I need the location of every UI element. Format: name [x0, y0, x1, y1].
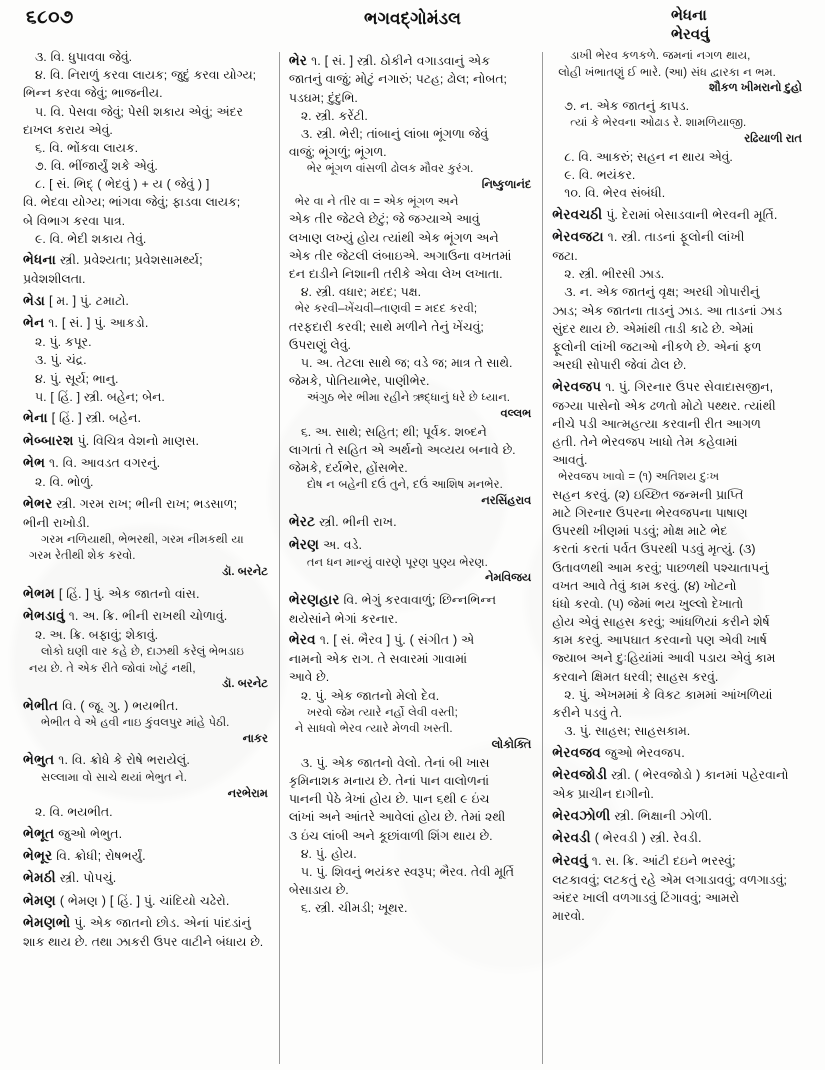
citation-attribution: ડૉ. બરનેટ [222, 566, 268, 579]
sense-line: ૬. અ. સાથે; સહિત; થી; પૂર્વક. શબ્દને [300, 424, 487, 439]
headword: ભેરવડી [552, 830, 591, 846]
definition-continuation-line: મારવો. [552, 908, 585, 923]
quotation-line: ડાખી ભેરવ કળકળે. જમનાં નગળ થાય, [570, 50, 751, 62]
sense-line: ૯. વિ. ભયંકર. [564, 167, 636, 182]
quotation-line: ભેર વા ને તીર વા = એક ભૂંગળ અને [294, 195, 459, 208]
definition-continuation-line: પડઘમ; દુંદુભિ. [288, 90, 358, 105]
headword: ભેરણહાર [288, 591, 340, 607]
quotation-line: નય છે. તે એક રીતે જોવાં ખોટું નથી, [29, 662, 196, 675]
definition-text: સ્ત્રી. પોપચું. [55, 871, 117, 886]
quotation-line: સલ્લામા વો સાચે થયાં ભેભુત ને. [41, 772, 187, 785]
quotation-line: ખરવો જેમ ત્યારે નર્હો લેવી વસ્તી; [306, 706, 458, 719]
column-1 [14, 48, 279, 1066]
dictionary-entry-headword-line [23, 584, 270, 604]
dictionary-entry-headword-line [552, 806, 804, 826]
definition-continuation-line: જટા. [552, 249, 578, 264]
sense-line: ૨. સ્ત્રી. કરેંટી. [300, 108, 368, 123]
headword: ભેમણ [23, 892, 56, 908]
dictionary-entry-headword-line [552, 205, 804, 225]
headword: ભેધના [23, 252, 57, 268]
quotation-line: ને સાધવો ભેરવ ત્યારે મેળવી ખસ્તી. [294, 723, 453, 736]
definition-continuation-line: બે વિભાગ કરવા પાત્ર. [23, 213, 126, 228]
definition-continuation-line: જ્યાબ અને દુઃહિયાંમાં આવી પડાય એવું કામ [552, 651, 776, 666]
definition-text: પું. દેરામાં બેસાડવાની ભેરવની મૂર્તિ. [602, 207, 778, 222]
definition-continuation-line: ધંધો કરવો. (૫) જેમાં ભય ખુલ્લો દેખાતો [552, 596, 744, 611]
definition-continuation-line: જગ્યા પાસેનો એક ઢળતો મોટો પથ્થર. ત્યાંથી [552, 398, 776, 413]
definition-text: [ હિં. ] પું. એક જાતનો વાંસ. [54, 586, 200, 601]
sense-line: ૧૦. વિ. ભેરવ સંબંધી. [564, 186, 666, 201]
definition-text: વિ. ( જૂ. ગુ. ) ભયભીત. [58, 698, 179, 713]
definition-text: અ. વડે. [319, 537, 363, 552]
running-head-guidewords [671, 6, 801, 44]
quotation-line: લોહી ખંભાતણું ઈ ભારે. (આ) સંધ દ્વારકા ન ભમ. [558, 66, 776, 79]
headword: ભેરવચઠી [552, 206, 603, 222]
dictionary-entry-headword-line [552, 765, 804, 785]
headword: ભેભૂત [23, 825, 55, 841]
definition-continuation-line: ૩ ઇંચ લાંબી અને કૂછાંવાળી શિંગ થાય છે. [288, 828, 493, 843]
dictionary-entry-headword-line [23, 494, 270, 514]
definition-continuation-line: આવે છે. [288, 670, 330, 685]
definition-continuation-line: કરીને પડવું તે. [552, 705, 623, 720]
definition-text: ( ભેમણ ) [ હિં. ] પું. ચાંદિયો ચઢેરો. [55, 893, 230, 908]
guideword-last: ભેરવવું [671, 26, 710, 44]
definition-continuation-line: સુંદર થાય છે. એમાંથી તાડી કાઢે છે. એમાં [552, 321, 754, 336]
headword: ભેભમ [23, 585, 55, 601]
definition-continuation-line: એક તીર જેટલી લંબાઇએ. અગાઉના વખતમાં [288, 248, 512, 263]
definition-text: ૧. અ. ક્રિ. ભીની રાખથી ચોળાવું. [64, 608, 228, 623]
headword: ભેભડાવું [23, 607, 65, 623]
headword: ભેરવજોડી [552, 767, 608, 783]
dictionary-entry-headword-line [289, 590, 533, 610]
headword: ભેરવજપ [552, 378, 602, 394]
headword: ભેરવજવ [552, 744, 601, 760]
sense-line: ૩. પું. સાહસ; સાહસકામ. [564, 724, 691, 739]
definition-continuation-line: અરધી સોપારી જેવાં ઢોલ છે. [552, 358, 687, 373]
definition-text: જુઓ ભેભુત. [54, 826, 123, 841]
quotation-line: લોકો ઘણી વાર કહે છે, દાઝથી કરેલું ભેભડાઇ [41, 645, 244, 658]
sense-line: ૨. સ્ત્રી. ભીરસી ઝાડ. [564, 267, 665, 282]
quotation-line: ભેભીત વે એ હવી નાઇ કુંવલપુર માંહે પેઠી. [41, 717, 230, 730]
column-3 [543, 48, 813, 1066]
dictionary-entry-headword-line [23, 250, 270, 270]
headword: ભેભર [23, 495, 53, 511]
sense-line: ૮. વિ. આકરું; સહન ન થાય એવું. [564, 149, 733, 164]
definition-text: સ્ત્રી. પ્રવેશ્યતા; પ્રવેશસામર્થ્ય; [56, 253, 203, 268]
sense-line: ૫. [ હિં. ] સ્ત્રી. બહેન; બેન. [35, 389, 165, 404]
definition-text: [ મ. ] પું. ટમાટો. [45, 293, 129, 308]
sense-line: ૩. ન. એક જાતનું વૃક્ષ; અરધી ગોપારીનું [564, 285, 760, 300]
definition-text: સ્ત્રી. ભિક્ષાની ઝોળી. [610, 808, 712, 823]
sense-line: ૬. વિ. ભોંકવા લાયક. [35, 140, 139, 155]
sense-line: ૩. પું. ચંદ્ર. [35, 353, 87, 368]
definition-continuation-line: પાનની પેઠે ત્રેખાં હોય છે. પાન ૬થી ૯ ઇંચ [288, 792, 490, 807]
headword: ભેરવઝોળી [552, 807, 611, 823]
citation-attribution: નરભેરામ [227, 787, 268, 800]
headword: ભેરટ [288, 514, 316, 530]
sense-line: ૫. પું. શિવનું ભયંકર સ્વરૂપ; ભૈરવ. તેવી મૂર્તિ [300, 864, 514, 879]
definition-continuation-line: આવતું. [552, 453, 588, 468]
quotation-line: ભેર ભૂંગળ વાંસળી ઢોલક મૌવર કુરંગ. [306, 163, 474, 176]
sense-line: ૪. પું. સૂર્ય; ભાનુ. [35, 371, 119, 386]
dictionary-entry-headword-line [23, 453, 270, 473]
headword: ભેબ્બારશ [23, 432, 74, 448]
definition-continuation-line: નીચે પડી આત્મહત્યા કરવાની રીત આગળ [552, 416, 761, 431]
dictionary-entry-headword-line [23, 750, 270, 770]
definition-continuation-line: કૃમિનાશક મનાય છે. તેનાં પાન વાલોળનાં [288, 774, 490, 789]
dictionary-entry-headword-line [552, 743, 804, 763]
headword: ભેડા [23, 292, 46, 308]
definition-continuation-line: ઝાડ; એક જાતના તાડનું ઝાડ. આ તાડનાં ઝાડ [552, 303, 783, 318]
sense-line: ૭. ન. એક જાતનું કાપડ. [564, 99, 690, 114]
citation-attribution: નિષ્કુળાનંદ [481, 178, 532, 191]
dictionary-entry-headword-line [23, 824, 270, 844]
quotation-line: તન ધન માન્યું વારણે પૂરણ પુણ્ય ભેરણ. [306, 556, 488, 569]
sense-line: ૨. અ. ક્રિ. બફાવું; શેકાવું. [35, 627, 159, 642]
definition-text: ૧. [ સં. ] પું. આકડો. [44, 316, 149, 331]
definition-continuation-line: બેસાડાય છે. [288, 883, 349, 898]
definition-text: ૧. સ. ક્રિ. આંટી દઇને ભરસ્વું; [587, 853, 736, 868]
definition-text: ૧. પું. ગિરનાર ઉપર સેવાદાસજીન, [601, 379, 774, 394]
definition-continuation-line: જેમકે, દર્યભેર, હોંસભેર. [288, 461, 408, 476]
citation-attribution: લોકોક્તિ [491, 738, 532, 751]
definition-continuation-line: નામનો એક રાગ. તે સવારમાં ગાવામાં [288, 652, 467, 667]
citation-attribution: નાકર [242, 733, 268, 745]
dictionary-entry-headword-line [23, 868, 270, 888]
quotation-line: ત્યાં કે ભેરવના ઓઢાડ રે. શામળિયાજી. [570, 117, 747, 130]
dictionary-entry-headword-line [552, 828, 804, 848]
headword: ભેના [23, 410, 48, 426]
citation-attribution: નરસિંહરાવ [481, 495, 532, 507]
dictionary-entry-headword-line [289, 630, 533, 650]
definition-text: ૧. વિ. ક્રોધે કે રોષે ભરાયેલું. [54, 753, 190, 768]
citation-attribution: વલ્લભ [500, 407, 532, 420]
definition-continuation-line: ઉપરાણું લેવું. [288, 337, 351, 352]
definition-continuation-line: તરફદારી કરવી; સાથે મળીને તેનું ખેંચવું; [288, 319, 484, 334]
definition-continuation-line: હોય એવું સાહસ કરવું; આંધળિયાં કરીને શેર્ષ [552, 615, 770, 630]
sense-line: ૨. વિ. ભયભીત. [35, 804, 113, 819]
definition-text: ૧. સ્ત્રી. તાડનાં ફૂલોની લાંખી [603, 230, 745, 245]
dictionary-entry-headword-line [23, 291, 270, 311]
sense-line: ૮. [ સં. ભિદ્ ( ભેદવું ) + ય ( જેવું ) ] [35, 177, 210, 192]
quotation-line: ભેર કરવી–ખેંચવી–તાણવી = મદદ કરવી; [294, 303, 478, 316]
definition-continuation-line: ભીની રાખોડી. [23, 515, 90, 530]
definition-continuation-line: પ્રવેશશીલતા. [23, 272, 86, 287]
headword: ભેન [23, 315, 45, 331]
sense-line: ૭. વિ. ભીંજાર્યું શકે એવું. [35, 159, 158, 174]
headword: ભેભીત [23, 697, 59, 713]
definition-continuation-line: કામ કરવું. આપઘાત કરવાનો પણ એવી ખાર્ષ [552, 633, 767, 648]
sense-line: ૩. પું. એક જાતનો વેલો. તેનાં બી ખાસ [300, 755, 490, 770]
definition-continuation-line: ઉપરથી ખીણમાં પડવું; મોક્ષ માટે ભેદ [552, 524, 728, 539]
definition-continuation-line: ઉતાવળથી આમ કરવું; પાછળથી પશ્ચાતાપનું [552, 560, 769, 575]
quotation-line: દોષ ન બહેની દઉં તુને, દઉં આશિષ મનભેર. [306, 479, 503, 492]
definition-continuation-line: એક તીર જેટલે છેટું; જે જગ્યાએ આવું [288, 212, 480, 227]
dictionary-entry-headword-line [552, 227, 804, 247]
definition-text: ૧. વિ. આવડત વગરનું. [45, 456, 161, 471]
dictionary-entry-headword-line [23, 696, 270, 716]
sense-line: ૨. પું. એખમમાં કે વિકટ કામમાં આંખળિયાં [564, 687, 773, 702]
definition-continuation-line: વિ. ભેદવા યોગ્ય; ભાંગવા જેવું; ફાડવા લાયક; [23, 195, 241, 210]
definition-continuation-line: લટકાવવું; લટકતું રહે એમ લગાડાવવું; વળગાડવું; [552, 872, 787, 887]
definition-text: પું. વિચિત્ર વેશનો માણસ. [73, 433, 200, 448]
column-container [14, 48, 813, 1066]
definition-continuation-line: દન દાડીને નિશાની તરીકે એવા લેખ લખાતા. [288, 266, 503, 281]
definition-continuation-line: વખત આવે તેવું કામ કરવું. (૪) ખોટનો [552, 578, 737, 593]
headword: ભેરણ [288, 536, 320, 552]
definition-text: ૧. [ સં. ] સ્ત્રી. ઠોકીને વગાડવાનું એક [307, 53, 491, 68]
definition-continuation-line: કરતાં કરતાં પર્વત ઉપરથી પડવું મૃત્યું. (૩) [552, 542, 756, 557]
dictionary-entry-headword-line [23, 313, 270, 333]
dictionary-entry-headword-line [552, 851, 804, 871]
definition-continuation-line: દાખલ કરાય એવું. [23, 122, 113, 137]
guideword-first: ભેધના [671, 7, 707, 24]
dictionary-entry-headword-line [289, 512, 533, 532]
definition-text: પું. એક જાતનો છોડ. એનાં પાંદડાંનું [70, 916, 251, 931]
dictionary-entry-headword-line [23, 431, 270, 451]
sense-line: ૨. પું. કપૂર. [35, 335, 92, 350]
headword: ભેરવવું [552, 852, 588, 868]
definition-continuation-line: એક પ્રાચીન દાગીનો. [552, 787, 654, 802]
citation-attribution: રઢિયાળી રાત [744, 132, 802, 145]
dictionary-entry-headword-line [289, 51, 533, 71]
definition-continuation-line: ફૂલોની લાંખી જટાઓ નીકળે છે. એનાં ફળ [552, 339, 762, 354]
quotation-line: ભેરવજપ ખાવો = (૧) અતિશય દુઃખ [558, 471, 720, 484]
quotation-line: અંગુઠ ભેર ભીમા રહીને ઋદ્ધાનું ધરે છે ધ્યાન. [306, 392, 510, 405]
definition-continuation-line: જાતનું વાજું; મોટું નગારું; પટહ; ઢોલ; નોબત; [288, 72, 507, 87]
sense-line: ૪. સ્ત્રી. વધાર; મદદ; પક્ષ. [300, 285, 422, 300]
definition-text: સ્ત્રી. ભીની રાખ. [315, 515, 397, 530]
headword: ભેમઠી [23, 870, 56, 886]
headword: ભેમણભો [23, 915, 71, 931]
sense-line: ૨. વિ. ભોળું. [35, 475, 94, 490]
sense-line: ૨. પું. એક જાતનો મેલો દેવ. [300, 688, 440, 703]
dictionary-entry-headword-line [23, 913, 270, 933]
headword: ભેરવજટા [552, 229, 604, 245]
definition-continuation-line: શાક થાય છે. તથા ઝાકરી ઉપર વાટીને બંધાય છે. [23, 935, 264, 950]
sense-line: ૩. વિ. ધુપાવવા જેવું. [35, 50, 133, 64]
citation-attribution: નેમવિજય [484, 572, 532, 585]
headword: ભેભુત [23, 752, 55, 768]
headword: ભેર [288, 52, 308, 68]
dictionary-entry-headword-line [289, 535, 533, 555]
quotation-line: ગરમ રેતીથી શેક કરવો. [29, 550, 136, 563]
sense-line: ૫. વિ. પેસવા જેવું; પેસી શકાય એવું; અંદર [35, 104, 243, 119]
definition-text: વિ. ભેગું કરવાવાળું; છિન્નભિન્ન [339, 592, 497, 607]
running-head [0, 0, 825, 52]
sense-line: ૬. સ્ત્રી. ચીમડી; ખૂથર. [300, 901, 408, 916]
citation-attribution: શૌકળ ખીમરાનો દુહો [709, 82, 802, 95]
dictionary-entry-headword-line [23, 891, 270, 911]
sense-line: ૫. અ. તેટલા સાથે જ; વડે જ; માત્ર તે સાથે. [300, 356, 513, 371]
page-folio-number: ૬૮૦૭ [26, 7, 74, 28]
book-title: ભગવદ્ગોમંડલ [364, 9, 461, 28]
citation-attribution: ડૉ. બરનેટ [222, 678, 268, 691]
dictionary-entry-headword-line [23, 606, 270, 626]
sense-line: ૪. પું. હોય. [300, 846, 357, 861]
headword: ભેભૂર [23, 847, 53, 863]
sense-line: ૪. વિ. નિરાળું કરવા લાયક; જુદું કરવા યોગ્ય; [35, 68, 257, 83]
definition-continuation-line: લાગતાં તે સહિત એ અર્થનો અવ્યય બનાવે છે. [288, 443, 516, 458]
sense-line: ૩. સ્ત્રી. ભેરી; તાંબાનું લાંબા ભૂંગળા જેવું [300, 126, 489, 141]
definition-continuation-line: લખાણ લખ્યું હોય ત્યાંથી એક ભૂંગળ અને [288, 230, 499, 245]
headword: ભેરવ [288, 632, 316, 648]
definition-text: [ હિં. ] સ્ત્રી. બહેન. [47, 411, 141, 426]
definition-text: ( ભેરવડી ) સ્ત્રી. રેવડી. [590, 831, 702, 846]
definition-continuation-line: સહન કરવું. (૨) ઇચ્છિત જન્મની પ્રાપ્તિ [552, 487, 744, 502]
column-2 [280, 48, 542, 1066]
dictionary-entry-headword-line [23, 846, 270, 866]
definition-continuation-line: વાજું; ભૂંગળું; ભૂંગળ. [288, 145, 387, 160]
sense-line: ૯. વિ. ભેદી શકાય તેવું. [35, 231, 147, 246]
definition-text: ૧. [ સં. ભૈરવ ] પું. ( સંગીત ) એ [315, 633, 475, 648]
definition-continuation-line: લાંખાં અને આંતરે આવેલાં હોય છે. તેમાં ૨થી [288, 810, 506, 825]
definition-text: સ્ત્રી. ( ભેરવજોડો ) કાનમાં પહેરવાનો [607, 768, 789, 783]
definition-continuation-line: જેમકે, પોતિયાભેર, પાણીભેર. [288, 374, 430, 389]
headword: ભેભ [23, 455, 46, 471]
definition-text: વિ. ક્રોધી; રોષભર્યું. [52, 848, 146, 863]
definition-text: જુઓ ભેરવજપ. [600, 745, 685, 760]
dictionary-entry-headword-line [23, 408, 270, 428]
quotation-line: ગરમ નળિયાથી, ભેભરથી, ગરમ નીમકથી યા [41, 533, 244, 546]
definition-continuation-line: કરવાને ક્ષિમત ધરવી; સાહસ કરવું. [552, 669, 719, 684]
definition-continuation-line: અંદર ખાલી વળગાડવું ટિંગાવવું; આમરો [552, 890, 740, 905]
definition-text: સ્ત્રી. ગરમ રાખ; ભીની રાખ; ભડસાળ; [52, 496, 238, 511]
definition-continuation-line: હતી. તેને ભેરવજપ ખાધો તેમ કહેવામાં [552, 435, 738, 450]
definition-continuation-line: ભિન્ન કરવા જેવું; ભાજનીય. [23, 86, 163, 101]
definition-continuation-line: માટે ગિરનાર ઉપરના ભેરવજપના પાષાણ [552, 506, 748, 521]
definition-continuation-line: થયેસાંને ભેગાં કરનાર. [288, 611, 398, 626]
dictionary-entry-headword-line [552, 377, 804, 397]
